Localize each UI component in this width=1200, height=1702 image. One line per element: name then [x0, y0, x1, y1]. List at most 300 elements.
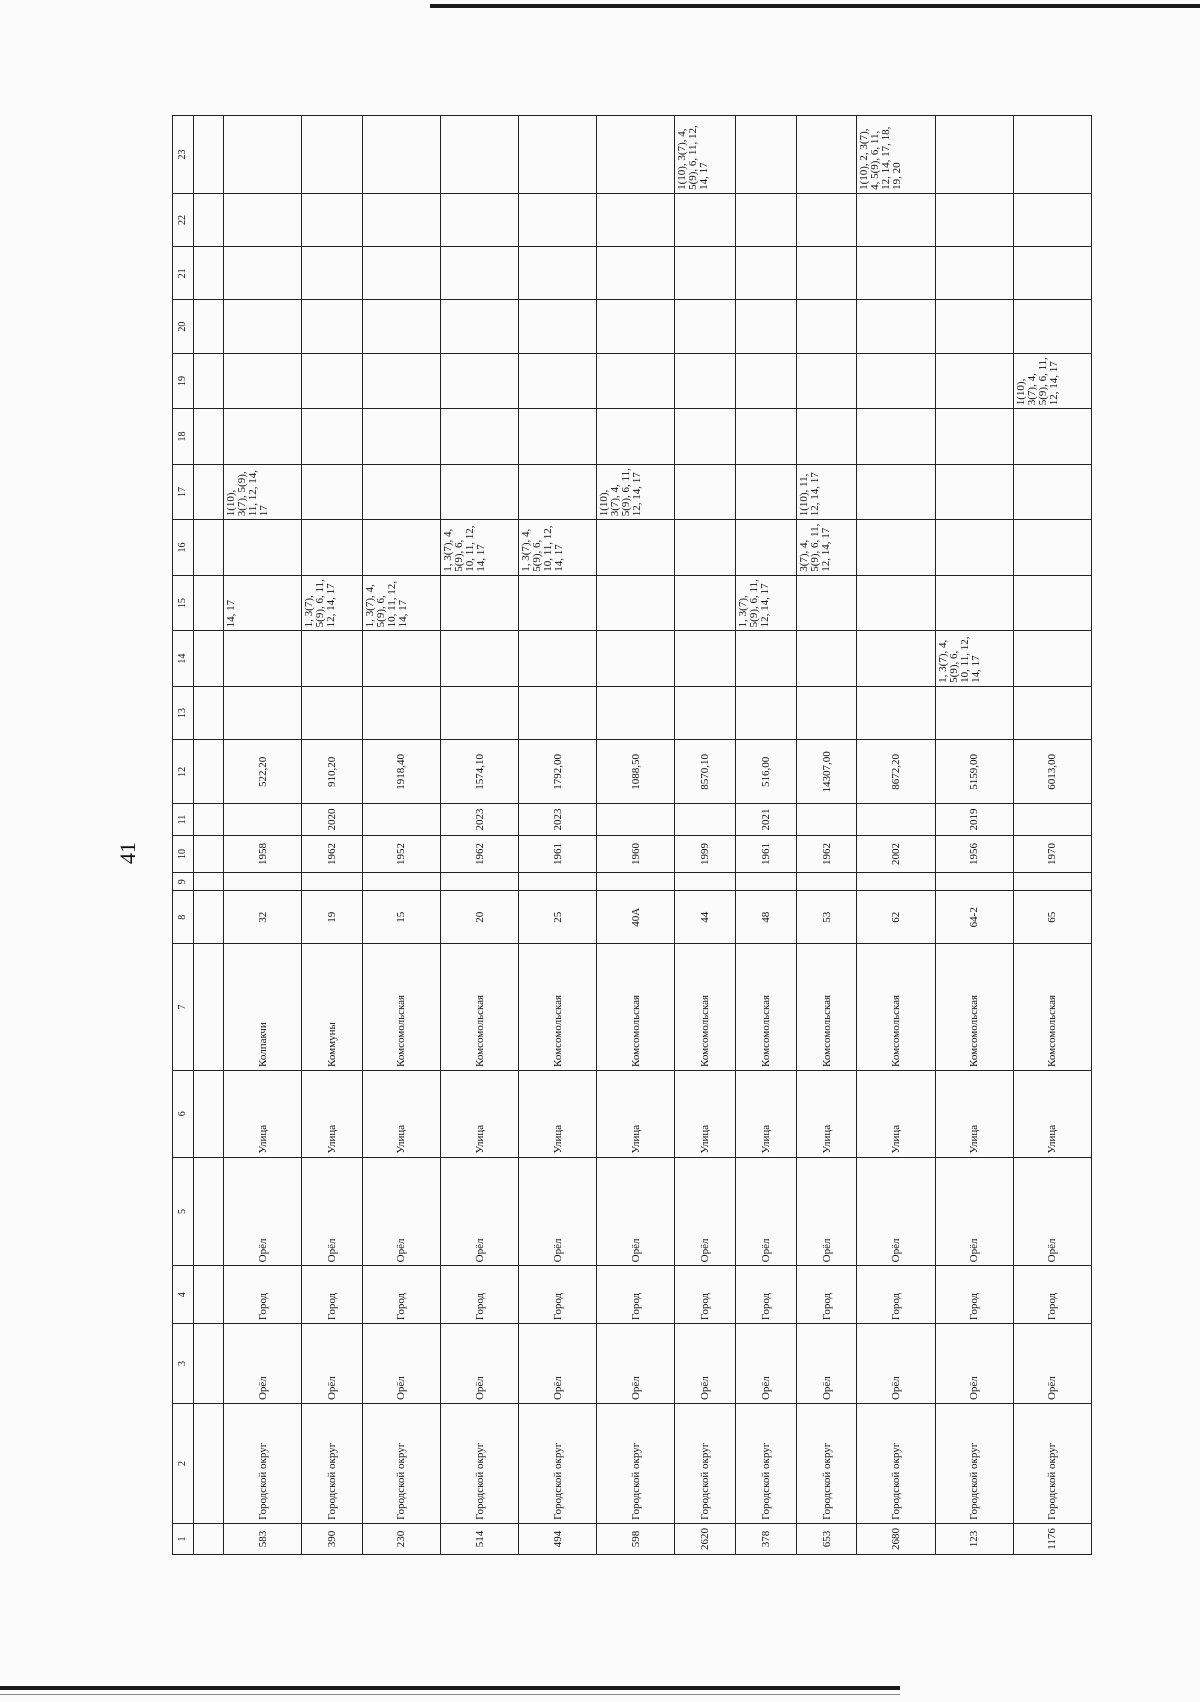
column-number-18: 18 — [173, 409, 194, 465]
cell-col-1: 378 — [736, 1523, 797, 1554]
cell-col-17 — [362, 464, 440, 520]
cell-col-21 — [224, 247, 302, 300]
table-row — [736, 116, 797, 1555]
cell-col-15: 1, 3(7), 5(9), 6, 11, 12, 14, 17 — [736, 575, 797, 631]
column-number-23: 23 — [173, 116, 194, 194]
column-number-9: 9 — [173, 873, 194, 891]
cell-col-7: Комсомольская — [440, 944, 518, 1071]
cell-col-16: 1, 3(7), 4, 5(9), 6, 10, 11, 12, 14, 17 — [440, 520, 518, 576]
column-number-12: 12 — [173, 740, 194, 804]
cell-col-5: Орёл — [597, 1157, 675, 1266]
column-number-1: 1 — [173, 1523, 194, 1554]
cell-col-2: Городской округ — [302, 1404, 363, 1524]
cell-col-7: Комсомольская — [519, 944, 597, 1071]
cell-col-2: Городской округ — [519, 1404, 597, 1524]
cell-col-18 — [362, 409, 440, 465]
cell-col-11 — [857, 804, 935, 835]
table-row — [935, 116, 1013, 1555]
cell-col-6: Улица — [857, 1070, 935, 1157]
cell-col-15 — [1013, 575, 1091, 631]
cell-col-1: 2680 — [857, 1523, 935, 1554]
cell-col-7: Комсомольская — [1013, 944, 1091, 1071]
cell-col-2: Городской округ — [857, 1404, 935, 1524]
cell-col-21 — [1013, 247, 1091, 300]
cell-col-18 — [440, 409, 518, 465]
cell-col-19 — [224, 353, 302, 409]
cell-col-14 — [440, 631, 518, 687]
cell-col-3: Орёл — [597, 1324, 675, 1404]
cell-col-3: Орёл — [519, 1324, 597, 1404]
cell-col-21 — [519, 247, 597, 300]
cell-col-10: 1958 — [224, 835, 302, 873]
cell-col-16 — [1013, 520, 1091, 576]
cell-col-5: Орёл — [302, 1157, 363, 1266]
cell-col-17 — [440, 464, 518, 520]
cell-col-2: Городской округ — [440, 1404, 518, 1524]
cell-col-8: 32 — [224, 891, 302, 944]
cell-col-23 — [302, 116, 363, 194]
cell-col-20 — [302, 300, 363, 353]
cell-col-6: Улица — [675, 1070, 736, 1157]
table-row — [597, 116, 675, 1555]
cell-col-4: Город — [597, 1266, 675, 1324]
cell-col-7: Комсомольская — [857, 944, 935, 1071]
cell-col-4: Город — [736, 1266, 797, 1324]
column-number-16: 16 — [173, 520, 194, 576]
cell-col-20 — [362, 300, 440, 353]
cell-col-12: 8570,10 — [675, 740, 736, 804]
cell-col-16 — [736, 520, 797, 576]
cell-col-10: 1960 — [597, 835, 675, 873]
column-number-6: 6 — [173, 1070, 194, 1157]
column-number-7: 7 — [173, 944, 194, 1071]
cell-col-3: Орёл — [675, 1324, 736, 1404]
cell-col-5: Орёл — [796, 1157, 857, 1266]
cell-col-17 — [1013, 464, 1091, 520]
cell-col-12: 1088,50 — [597, 740, 675, 804]
cell-col-16 — [224, 520, 302, 576]
cell-col-4: Город — [519, 1266, 597, 1324]
cell-col-12: 522,20 — [224, 740, 302, 804]
cell-col-14 — [857, 631, 935, 687]
cell-col-8: 15 — [362, 891, 440, 944]
cell-col-17: 1(10), 11, 12, 14, 17 — [796, 464, 857, 520]
column-number-5: 5 — [173, 1157, 194, 1266]
cell-col-11: 2023 — [519, 804, 597, 835]
cell-col-2: Городской округ — [597, 1404, 675, 1524]
cell-col-22 — [519, 193, 597, 246]
cell-col-4: Город — [1013, 1266, 1091, 1324]
cell-col-5: Орёл — [675, 1157, 736, 1266]
cell-col-22 — [302, 193, 363, 246]
cell-col-11: 2023 — [440, 804, 518, 835]
cell-col-7: Комсомольская — [597, 944, 675, 1071]
cell-col-23 — [362, 116, 440, 194]
cell-col-3: Орёл — [1013, 1324, 1091, 1404]
cell-col-5: Орёл — [935, 1157, 1013, 1266]
cell-col-6: Улица — [935, 1070, 1013, 1157]
cell-col-4: Город — [224, 1266, 302, 1324]
cell-col-15 — [597, 575, 675, 631]
cell-col-17: 1(10), 3(7), 4, 5(9), 6, 11, 12, 14, 17 — [597, 464, 675, 520]
cell-col-16 — [362, 520, 440, 576]
cell-col-21 — [302, 247, 363, 300]
page-number: 41 — [115, 842, 140, 864]
cell-col-17 — [519, 464, 597, 520]
cell-col-14 — [519, 631, 597, 687]
cell-col-10: 1962 — [796, 835, 857, 873]
cell-col-14: 1, 3(7), 4, 5(9), 6, 10, 11, 12, 14, 17 — [935, 631, 1013, 687]
cell-col-22 — [597, 193, 675, 246]
cell-col-12: 14307,00 — [796, 740, 857, 804]
cell-col-22 — [857, 193, 935, 246]
cell-col-1: 2620 — [675, 1523, 736, 1554]
cell-col-2: Городской округ — [675, 1404, 736, 1524]
cell-col-10: 1956 — [935, 835, 1013, 873]
table-row — [857, 116, 935, 1555]
cell-col-6: Улица — [224, 1070, 302, 1157]
cell-col-21 — [597, 247, 675, 300]
cell-col-15 — [857, 575, 935, 631]
cell-col-18 — [857, 409, 935, 465]
cell-col-17 — [736, 464, 797, 520]
column-number-2: 2 — [173, 1404, 194, 1524]
cell-col-21 — [935, 247, 1013, 300]
cell-col-13 — [1013, 686, 1091, 739]
cell-col-1: 583 — [224, 1523, 302, 1554]
column-number-19: 19 — [173, 353, 194, 409]
cell-col-11 — [362, 804, 440, 835]
cell-col-3: Орёл — [736, 1324, 797, 1404]
cell-col-18 — [224, 409, 302, 465]
cell-col-16: 1, 3(7), 4, 5(9), 6, 10, 11, 12, 14, 17 — [519, 520, 597, 576]
cell-col-22 — [440, 193, 518, 246]
cell-col-19 — [362, 353, 440, 409]
cell-col-15 — [935, 575, 1013, 631]
cell-col-23: 1(10), 3(7), 4, 5(9), 6, 11, 12, 14, 17 — [675, 116, 736, 194]
cell-col-14 — [597, 631, 675, 687]
cell-col-22 — [796, 193, 857, 246]
cell-col-12: 516,00 — [736, 740, 797, 804]
table-row — [796, 116, 857, 1555]
cell-col-19 — [736, 353, 797, 409]
cell-col-19 — [519, 353, 597, 409]
cell-col-4: Город — [796, 1266, 857, 1324]
cell-col-10: 1962 — [302, 835, 363, 873]
table-row — [675, 116, 736, 1555]
cell-col-23 — [440, 116, 518, 194]
cell-col-5: Орёл — [224, 1157, 302, 1266]
cell-col-11 — [796, 804, 857, 835]
cell-col-6: Улица — [302, 1070, 363, 1157]
cell-col-5: Орёл — [736, 1157, 797, 1266]
cell-col-10: 1952 — [362, 835, 440, 873]
cell-col-21 — [796, 247, 857, 300]
cell-col-14 — [796, 631, 857, 687]
cell-col-14 — [302, 631, 363, 687]
table-row — [362, 116, 440, 1555]
cell-col-13 — [362, 686, 440, 739]
cell-col-5: Орёл — [857, 1157, 935, 1266]
column-number-22: 22 — [173, 193, 194, 246]
cell-col-18 — [1013, 409, 1091, 465]
cell-col-11 — [1013, 804, 1091, 835]
cell-col-9 — [362, 873, 440, 891]
cell-col-9 — [597, 873, 675, 891]
cell-col-19: 1(10), 3(7), 4, 5(9), 6, 11, 12, 14, 17 — [1013, 353, 1091, 409]
rotated-table-container — [172, 115, 1092, 1555]
cell-col-9 — [224, 873, 302, 891]
cell-col-15 — [440, 575, 518, 631]
cell-col-20 — [224, 300, 302, 353]
column-number-15: 15 — [173, 575, 194, 631]
cell-col-17: 1(10), 3(7), 5(9), 11, 12, 14, 17 — [224, 464, 302, 520]
cell-col-10: 1970 — [1013, 835, 1091, 873]
cell-col-19 — [675, 353, 736, 409]
cell-col-11: 2021 — [736, 804, 797, 835]
scan-border-bottom-thin — [0, 1694, 900, 1695]
cell-col-4: Город — [440, 1266, 518, 1324]
cell-col-23 — [736, 116, 797, 194]
cell-col-12: 6013,00 — [1013, 740, 1091, 804]
cell-col-17 — [675, 464, 736, 520]
cell-col-19 — [796, 353, 857, 409]
housing-table — [172, 115, 1092, 1555]
cell-col-20 — [440, 300, 518, 353]
cell-col-3: Орёл — [224, 1324, 302, 1404]
cell-col-19 — [935, 353, 1013, 409]
cell-col-10: 1961 — [736, 835, 797, 873]
cell-col-9 — [857, 873, 935, 891]
table-row — [440, 116, 518, 1555]
cell-col-23 — [519, 116, 597, 194]
cell-col-1: 653 — [796, 1523, 857, 1554]
column-number-13: 13 — [173, 686, 194, 739]
cell-col-18 — [796, 409, 857, 465]
cell-col-4: Город — [675, 1266, 736, 1324]
cell-col-9 — [796, 873, 857, 891]
cell-col-16 — [675, 520, 736, 576]
cell-col-2: Городской округ — [224, 1404, 302, 1524]
cell-col-21 — [675, 247, 736, 300]
cell-col-13 — [224, 686, 302, 739]
cell-col-18 — [519, 409, 597, 465]
cell-col-11 — [675, 804, 736, 835]
cell-col-18 — [302, 409, 363, 465]
cell-col-11 — [224, 804, 302, 835]
cell-col-10: 1961 — [519, 835, 597, 873]
cell-col-12: 1792,00 — [519, 740, 597, 804]
cell-col-6: Улица — [597, 1070, 675, 1157]
cell-col-17 — [302, 464, 363, 520]
column-number-3: 3 — [173, 1324, 194, 1404]
cell-col-15: 1, 3(7), 4, 5(9), 6, 10, 11, 12, 14, 17 — [362, 575, 440, 631]
table-body — [224, 116, 1092, 1555]
cell-col-6: Улица — [362, 1070, 440, 1157]
cell-col-6: Улица — [736, 1070, 797, 1157]
cell-col-5: Орёл — [1013, 1157, 1091, 1266]
cell-col-5: Орёл — [440, 1157, 518, 1266]
cell-col-1: 123 — [935, 1523, 1013, 1554]
cell-col-2: Городской округ — [1013, 1404, 1091, 1524]
cell-col-8: 64-2 — [935, 891, 1013, 944]
cell-col-19 — [440, 353, 518, 409]
cell-col-11 — [597, 804, 675, 835]
cell-col-18 — [597, 409, 675, 465]
cell-col-8: 20 — [440, 891, 518, 944]
cell-col-21 — [857, 247, 935, 300]
cell-col-2: Городской округ — [736, 1404, 797, 1524]
column-number-14: 14 — [173, 631, 194, 687]
cell-col-19 — [597, 353, 675, 409]
cell-col-15: 14, 17 — [224, 575, 302, 631]
cell-col-20 — [597, 300, 675, 353]
cell-col-3: Орёл — [302, 1324, 363, 1404]
cell-col-23 — [796, 116, 857, 194]
cell-col-14 — [1013, 631, 1091, 687]
cell-col-9 — [736, 873, 797, 891]
cell-col-8: 53 — [796, 891, 857, 944]
cell-col-13 — [440, 686, 518, 739]
table-row — [1013, 116, 1091, 1555]
cell-col-7: Комсомольская — [675, 944, 736, 1071]
cell-col-19 — [857, 353, 935, 409]
cell-col-12: 5159,00 — [935, 740, 1013, 804]
cell-col-19 — [302, 353, 363, 409]
cell-col-13 — [935, 686, 1013, 739]
cell-col-15 — [796, 575, 857, 631]
cell-col-3: Орёл — [857, 1324, 935, 1404]
cell-col-14 — [362, 631, 440, 687]
cell-col-18 — [935, 409, 1013, 465]
cell-col-21 — [440, 247, 518, 300]
cell-col-23 — [935, 116, 1013, 194]
cell-col-23 — [1013, 116, 1091, 194]
column-number-8: 8 — [173, 891, 194, 944]
cell-col-8: 65 — [1013, 891, 1091, 944]
cell-col-9 — [1013, 873, 1091, 891]
cell-col-22 — [935, 193, 1013, 246]
cell-col-15 — [675, 575, 736, 631]
cell-col-4: Город — [302, 1266, 363, 1324]
cell-col-4: Город — [857, 1266, 935, 1324]
cell-col-13 — [796, 686, 857, 739]
column-number-20: 20 — [173, 300, 194, 353]
column-number-4: 4 — [173, 1266, 194, 1324]
spacer-row — [194, 116, 224, 1555]
cell-col-1: 494 — [519, 1523, 597, 1554]
cell-col-3: Орёл — [440, 1324, 518, 1404]
cell-col-16 — [302, 520, 363, 576]
cell-col-6: Улица — [519, 1070, 597, 1157]
cell-col-6: Улица — [440, 1070, 518, 1157]
cell-col-1: 1176 — [1013, 1523, 1091, 1554]
cell-col-10: 2002 — [857, 835, 935, 873]
cell-col-21 — [362, 247, 440, 300]
cell-col-4: Город — [935, 1266, 1013, 1324]
cell-col-12: 910,20 — [302, 740, 363, 804]
cell-col-20 — [857, 300, 935, 353]
cell-col-20 — [1013, 300, 1091, 353]
cell-col-9 — [440, 873, 518, 891]
cell-col-2: Городской округ — [796, 1404, 857, 1524]
cell-col-9 — [675, 873, 736, 891]
cell-col-22 — [1013, 193, 1091, 246]
column-number-21: 21 — [173, 247, 194, 300]
cell-col-8: 40А — [597, 891, 675, 944]
cell-col-23 — [597, 116, 675, 194]
column-number-10: 10 — [173, 835, 194, 873]
cell-col-22 — [224, 193, 302, 246]
cell-col-13 — [519, 686, 597, 739]
cell-col-2: Городской округ — [935, 1404, 1013, 1524]
cell-col-9 — [519, 873, 597, 891]
cell-col-14 — [675, 631, 736, 687]
cell-col-16 — [935, 520, 1013, 576]
cell-col-9 — [935, 873, 1013, 891]
cell-col-20 — [796, 300, 857, 353]
cell-col-23 — [224, 116, 302, 194]
cell-col-14 — [736, 631, 797, 687]
cell-col-16 — [597, 520, 675, 576]
cell-col-3: Орёл — [362, 1324, 440, 1404]
column-number-11: 11 — [173, 804, 194, 835]
cell-col-22 — [736, 193, 797, 246]
cell-col-2: Городской округ — [362, 1404, 440, 1524]
cell-col-17 — [857, 464, 935, 520]
column-number-row — [173, 116, 194, 1555]
cell-col-3: Орёл — [796, 1324, 857, 1404]
scan-border-bottom — [0, 1686, 900, 1690]
cell-col-11: 2020 — [302, 804, 363, 835]
cell-col-7: Комсомольская — [736, 944, 797, 1071]
table-row — [302, 116, 363, 1555]
cell-col-7: Коммуны — [302, 944, 363, 1071]
cell-col-8: 19 — [302, 891, 363, 944]
cell-col-15: 1, 3(7), 5(9), 6, 11, 12, 14, 17 — [302, 575, 363, 631]
cell-col-20 — [935, 300, 1013, 353]
cell-col-16 — [857, 520, 935, 576]
cell-col-6: Улица — [796, 1070, 857, 1157]
table-row — [519, 116, 597, 1555]
column-number-17: 17 — [173, 464, 194, 520]
cell-col-6: Улица — [1013, 1070, 1091, 1157]
cell-col-1: 230 — [362, 1523, 440, 1554]
cell-col-5: Орёл — [362, 1157, 440, 1266]
cell-col-7: Комсомольская — [362, 944, 440, 1071]
cell-col-13 — [857, 686, 935, 739]
cell-col-18 — [736, 409, 797, 465]
cell-col-5: Орёл — [519, 1157, 597, 1266]
cell-col-4: Город — [362, 1266, 440, 1324]
cell-col-12: 1574,10 — [440, 740, 518, 804]
cell-col-13 — [302, 686, 363, 739]
cell-col-8: 25 — [519, 891, 597, 944]
cell-col-7: Комсомольская — [796, 944, 857, 1071]
cell-col-17 — [935, 464, 1013, 520]
cell-col-10: 1999 — [675, 835, 736, 873]
cell-col-12: 8672,20 — [857, 740, 935, 804]
cell-col-14 — [224, 631, 302, 687]
cell-col-3: Орёл — [935, 1324, 1013, 1404]
cell-col-12: 1918,40 — [362, 740, 440, 804]
cell-col-13 — [597, 686, 675, 739]
cell-col-20 — [519, 300, 597, 353]
cell-col-8: 48 — [736, 891, 797, 944]
cell-col-20 — [675, 300, 736, 353]
cell-col-23: 1(10), 2, 3(7), 4, 5(9), 6, 11, 12, 14, 17, 18, 19, 20 — [857, 116, 935, 194]
cell-col-20 — [736, 300, 797, 353]
